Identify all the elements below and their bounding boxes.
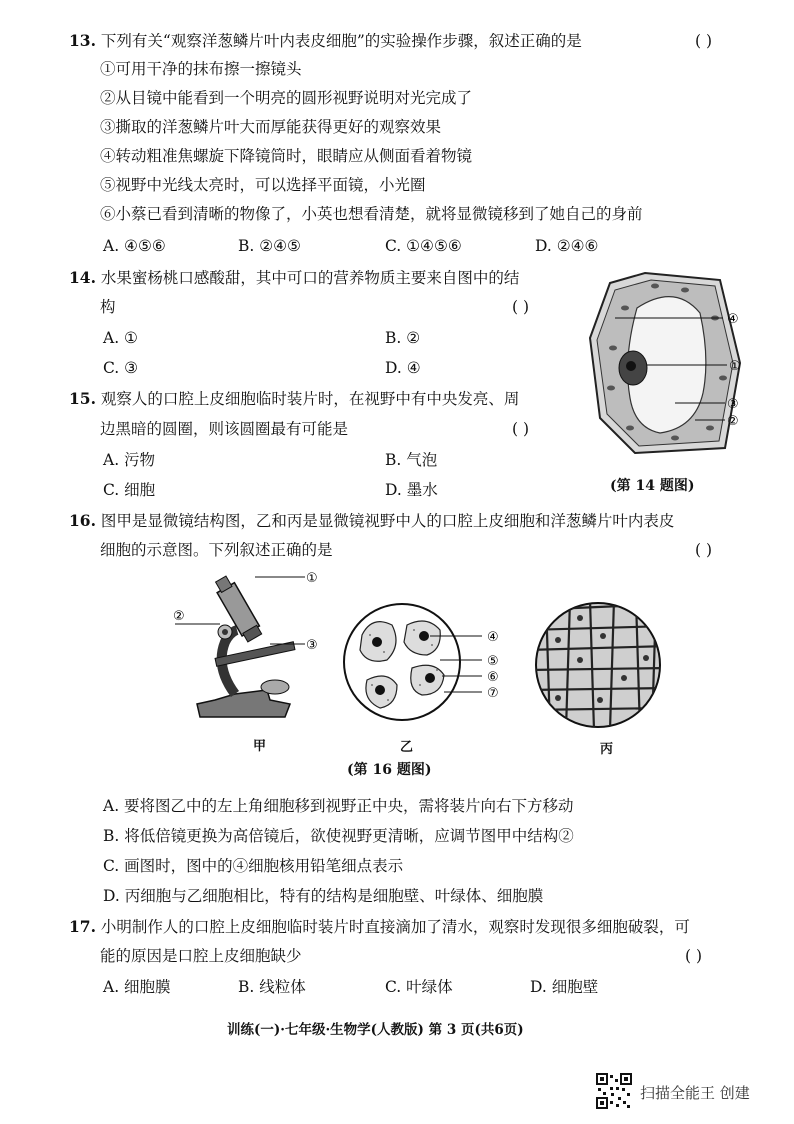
q16-jia-label-1: ①	[306, 571, 318, 586]
q17-stem	[69, 917, 690, 937]
q16-option-d: D. 丙细胞与乙细胞相比，特有的结构是细胞壁、叶绿体、细胞膜	[103, 887, 544, 905]
qr-code-icon	[596, 1073, 632, 1109]
q16-yi-label-4: ④	[487, 630, 499, 645]
q15-stem-text: 观察人的口腔上皮细胞临时装片时，在视野中有中央发亮、周	[100, 390, 520, 408]
q14-plant-cell-figure	[575, 268, 750, 463]
q16-answer-blank: ( )	[695, 541, 713, 559]
q16-number: 16.	[69, 511, 96, 530]
q16-yi-label-6: ⑥	[487, 670, 499, 685]
q16-option-b: B. 将低倍镜更换为高倍镜后，欲使视野更清晰，应调节图甲中结构②	[103, 827, 574, 845]
q17-stem-line2: 能的原因是口腔上皮细胞缺少	[100, 947, 302, 965]
q15-stem	[69, 389, 519, 409]
q15-option-b: B. 气泡	[385, 451, 438, 469]
q15-option-d: D. 墨水	[385, 481, 438, 499]
q16-fig-name-bing: 丙	[600, 742, 614, 757]
q16-yi-label-7: ⑦	[487, 686, 499, 701]
q15-option-c: C. 细胞	[103, 481, 156, 499]
q16-stem-line2: 细胞的示意图。下列叙述正确的是	[100, 541, 333, 559]
q15-answer-blank: ( )	[512, 420, 530, 438]
q17-option-c: C. 叶绿体	[385, 978, 453, 996]
q13-item-3: ③撕取的洋葱鳞片叶大而厚能获得更好的观察效果	[100, 118, 442, 136]
q16-stem-text: 图甲是显微镜结构图，乙和丙是显微镜视野中人的口腔上皮细胞和洋葱鳞片叶内表皮	[100, 512, 675, 530]
q15-option-a: A. 污物	[103, 451, 156, 469]
q16-fig-name-yi: 乙	[400, 740, 414, 755]
q14-label-4: ④	[727, 312, 739, 327]
q16-yi-label-5: ⑤	[487, 654, 499, 669]
q14-stem	[69, 268, 519, 288]
q16-jia-label-2: ②	[173, 609, 185, 624]
q17-option-d: D. 细胞壁	[530, 978, 599, 996]
q16-jia-label-3: ③	[306, 638, 318, 653]
q16-fig-name-jia: 甲	[253, 739, 267, 754]
q13-option-c: C. ①④⑤⑥	[385, 237, 462, 255]
q16-option-c: C. 画图时，图中的④细胞核用铅笔细点表示	[103, 857, 404, 875]
q14-option-c: C. ③	[103, 359, 139, 377]
q14-option-a: A. ①	[103, 329, 138, 347]
q13-item-2: ②从目镜中能看到一个明亮的圆形视野说明对光完成了	[100, 89, 473, 107]
q13-stem-text: 下列有关“观察洋葱鳞片叶内表皮细胞”的实验操作步骤，叙述正确的是	[100, 32, 582, 50]
q13-option-b: B. ②④⑤	[238, 237, 301, 255]
q17-option-b: B. 线粒体	[238, 978, 306, 996]
q17-answer-blank: ( )	[685, 947, 703, 965]
q15-stem-line2: 边黑暗的圆圈，则该圆圈最有可能是	[100, 420, 349, 438]
q14-stem-text: 水果蜜杨桃口感酸甜，其中可口的营养物质主要来自图中的结	[100, 269, 520, 287]
q16-microscope-figure	[175, 572, 325, 722]
q13-item-1: ①可用干净的抹布擦一擦镜头	[100, 60, 302, 78]
q14-option-d: D. ④	[385, 359, 421, 377]
q14-answer-blank: ( )	[512, 298, 530, 316]
q13-option-a: A. ④⑤⑥	[103, 237, 166, 255]
q17-option-a: A. 细胞膜	[103, 978, 171, 996]
q13-item-6: ⑥小蔡已看到清晰的物像了，小英也想看清楚，就将显微镜移到了她自己的身前	[100, 205, 643, 223]
scanner-watermark: 扫描全能王 创建	[640, 1084, 750, 1102]
q13-item-5: ⑤视野中光线太亮时，可以选择平面镜，小光圈	[100, 176, 426, 194]
q16-figure-caption: (第 16 题图)	[347, 762, 432, 778]
q14-label-1: ①	[729, 359, 741, 374]
q13-option-d: D. ②④⑥	[535, 237, 599, 255]
q16-option-a: A. 要将图乙中的左上角细胞移到视野正中央，需将装片向右下方移动	[103, 797, 574, 815]
q13-answer-blank: ( )	[695, 32, 713, 50]
page-footer: 训练(一)·七年级·生物学(人教版) 第 3 页(共6页)	[227, 1022, 524, 1038]
q17-stem-text: 小明制作人的口腔上皮细胞临时装片时直接滴加了清水，观察时发现很多细胞破裂，可	[100, 918, 690, 936]
q14-stem-line2: 构	[100, 298, 116, 316]
q16-onion-cells-figure	[528, 600, 668, 730]
q16-cheek-cells-figure	[342, 600, 512, 725]
q14-label-3: ③	[727, 397, 739, 412]
q16-stem	[69, 511, 674, 531]
q14-option-b: B. ②	[385, 329, 421, 347]
q14-number: 14.	[69, 268, 96, 287]
q15-number: 15.	[69, 389, 96, 408]
q14-label-2: ②	[727, 414, 739, 429]
q13-item-4: ④转动粗准焦螺旋下降镜筒时，眼睛应从侧面看着物镜	[100, 147, 473, 165]
q13-number: 13.	[69, 31, 96, 50]
q13-stem	[69, 31, 582, 51]
q14-figure-caption: (第 14 题图)	[610, 478, 695, 494]
q17-number: 17.	[69, 917, 96, 936]
